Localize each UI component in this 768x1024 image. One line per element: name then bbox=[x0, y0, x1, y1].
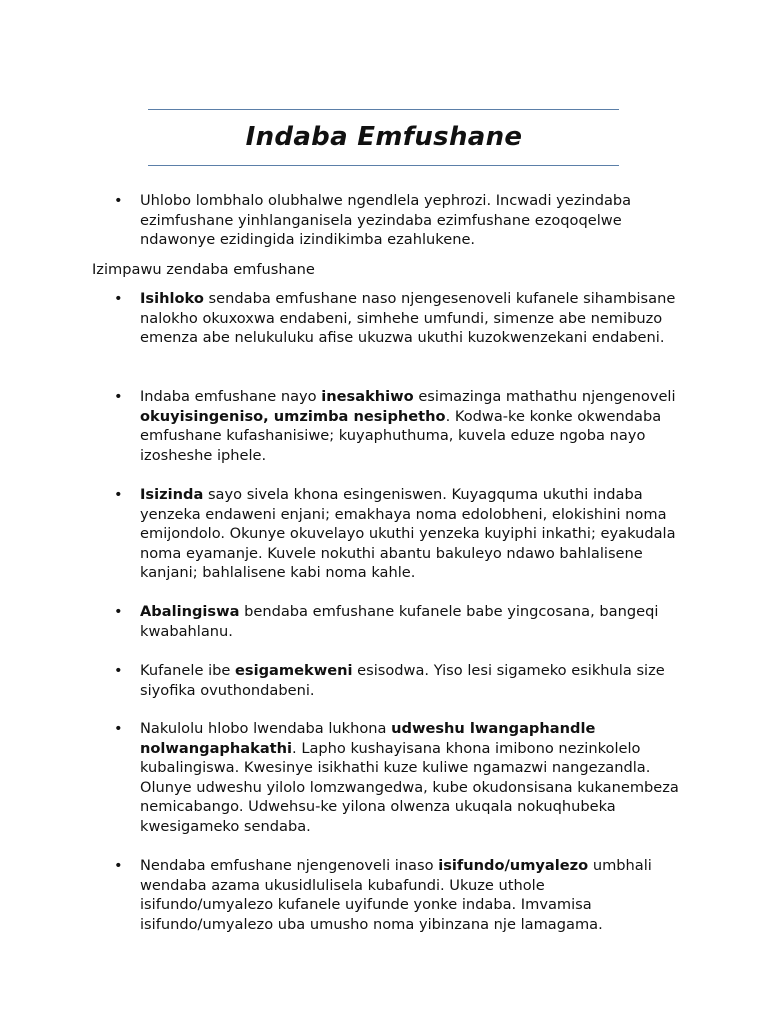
feature-list-item bbox=[114, 661, 680, 700]
body-text: Nendaba emfushane njengenoveli inaso bbox=[140, 857, 439, 874]
feature-list-item bbox=[114, 856, 680, 934]
body-text: sendaba emfushane naso njengesenoveli kufanele sihambisane nalokho okuxoxwa endabeni, simhehe umfundi, simenze abe nemibuzo emenza abe nelukuluku afise ukuzwa ukuthi kuzokwenzekani endabeni. bbox=[140, 290, 676, 347]
bold-term: okuyisingeniso, umzimba nesiphetho bbox=[140, 407, 446, 425]
body-text: umbhali wendaba azama ukusidlulisela kubafundi. Ukuze uthole isifundo/umyalezo kufanele uyifunde yonke indaba. Imvamisa isifundo/umyalezo uba umusho noma yibinzana nje lamagama. bbox=[140, 857, 652, 933]
page-title: Indaba Emfushane bbox=[245, 122, 523, 152]
bullet-marker: • bbox=[114, 192, 123, 209]
bold-term: Abalingiswa bbox=[140, 603, 240, 620]
body-text: esisodwa. Yiso lesi sigameko esikhula size siyofika ovuthondabeni. bbox=[140, 662, 665, 699]
body-text: . Kodwa-ke konke okwendaba emfushane kufashanisiwe; kuyaphuthuma, kuvela eduze ngoba nayo izosheshe iphele. bbox=[140, 407, 662, 464]
intro-bullet-item bbox=[114, 191, 680, 250]
bullet-marker: • bbox=[114, 662, 123, 679]
bullet-marker: • bbox=[114, 290, 123, 307]
bold-term: Isihloko bbox=[140, 290, 204, 307]
title-bottom-rule bbox=[148, 165, 619, 166]
feature-list-item bbox=[114, 602, 680, 641]
feature-list-item bbox=[114, 289, 680, 348]
feature-list-item bbox=[114, 719, 680, 837]
body-text: . Lapho kushayisana khona imibono nezinkolelo kubalingiswa. Kwesinye isikhathi kuze kuliwe ngamazwi nangezandla. Olunye udweshu yilolo lomzwangedwa, kube okudonsisana kukanembeza nemicabango. Udwehsu-ke yilona olwenza ukuqala nokuqhubeka kwesigameko sendaba. bbox=[140, 739, 679, 835]
body-text: Nakulolu hlobo lwendaba lukhona bbox=[140, 720, 392, 737]
feature-list-item bbox=[114, 387, 680, 465]
body-text: bendaba emfushane kufanele babe yingcosana, bangeqi kwabahlanu. bbox=[140, 603, 659, 640]
bullet-marker: • bbox=[114, 486, 123, 503]
bullet-marker: • bbox=[114, 603, 123, 620]
bold-term: Isizinda bbox=[140, 486, 204, 503]
body-text: sayo sivela khona esingeniswen. Kuyagquma ukuthi indaba yenzeka endaweni enjani; emakhaya noma edolobheni, elokishini noma emijondolo. Okunye okuvelayo ukuthi yenzeka kuyiphi inkathi; eyakudala noma eyamanje. Kuvele nokuthi abantu bakuleyo ndawo bahlalisene kanjani; bahlalisene kabi noma kahle. bbox=[140, 486, 676, 582]
bullet-marker: • bbox=[114, 857, 123, 874]
bold-term: inesakhiwo bbox=[321, 388, 414, 405]
section-heading: Izimpawu zendaba emfushane bbox=[92, 261, 315, 278]
bullet-marker: • bbox=[114, 720, 123, 737]
bold-term: isifundo/umyalezo bbox=[438, 857, 589, 874]
bold-term: udweshu lwangaphandle nolwangaphakathi bbox=[140, 720, 596, 757]
bold-term: esigamekweni bbox=[235, 662, 353, 679]
body-text: Indaba emfushane nayo bbox=[140, 388, 322, 405]
feature-list-item bbox=[114, 485, 680, 583]
title-top-rule bbox=[148, 109, 619, 110]
body-text: esimazinga mathathu njengenoveli bbox=[413, 388, 676, 405]
intro-text: Uhlobo lombhalo olubhalwe ngendlela yephrozi. Incwadi yezindaba ezimfushane yinhlanganisela yezindaba ezimfushane ezoqoqelwe ndawonye ezidingida izindikimba ezahlukene. bbox=[140, 192, 632, 249]
bullet-marker: • bbox=[114, 388, 123, 405]
body-text: Kufanele ibe bbox=[140, 662, 236, 679]
